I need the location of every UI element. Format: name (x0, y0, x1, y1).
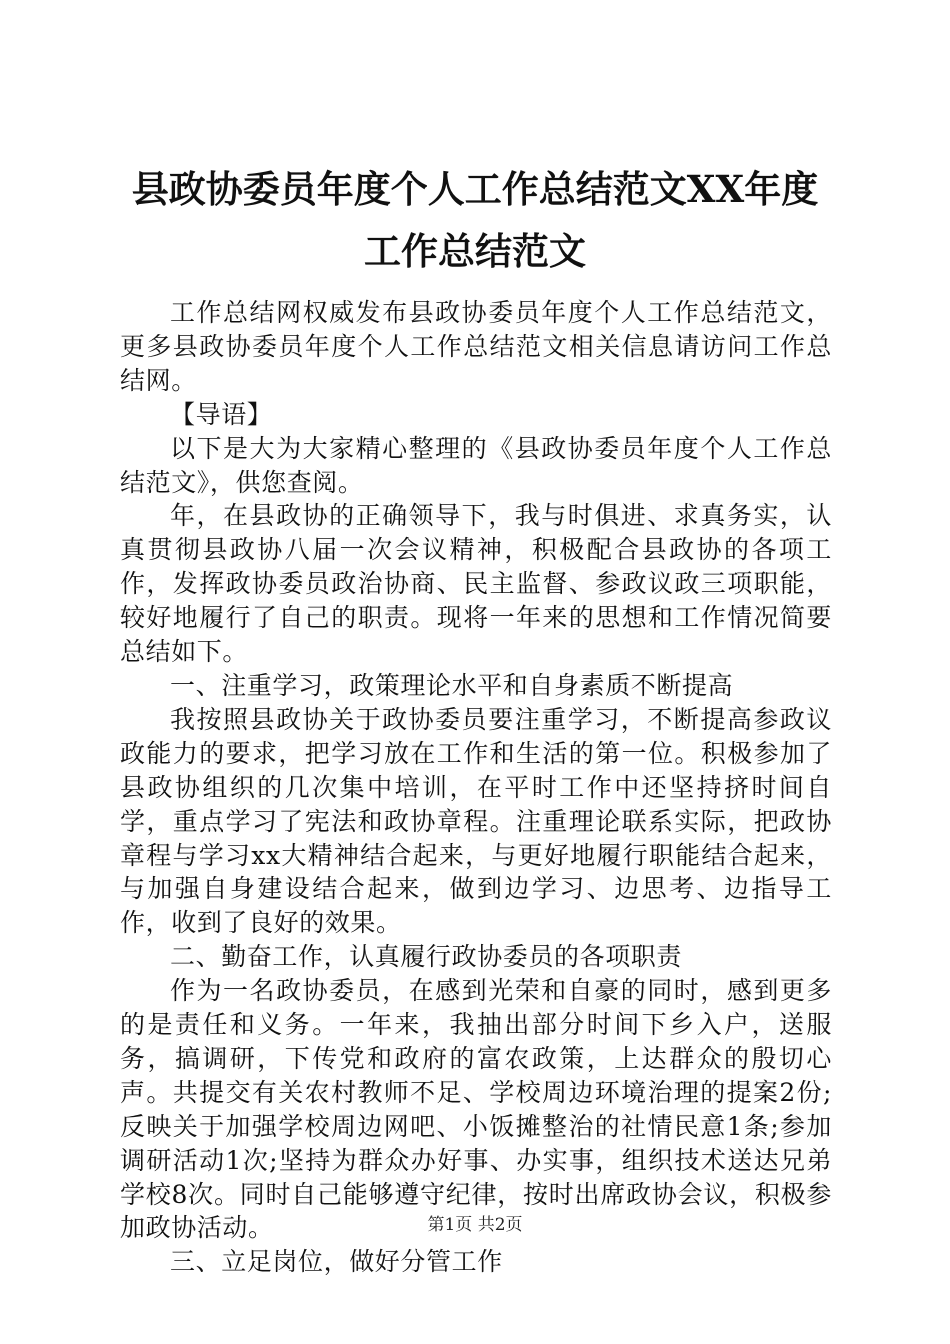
guide-paragraph: 以下是大为大家精心整理的《县政协委员年度个人工作总结范文》，供您查阅。 (120, 433, 832, 497)
section-paragraph-1: 我按照县政协关于政协委员要注重学习，不断提高参政议政能力的要求，把学习放在工作和生活的第一位。积极参加了县政协组织的几次集中培训，在平时工作中还坚持挤时间自学，重点学习了宪法和政协章程。注重理论联系实际，把政协章程与学习xx大精神结合起来，与更好地履行职能结合起来，与加强自身建设结合起来，做到边学习、边思考、边指导工作，收到了良好的效果。 (120, 704, 832, 938)
section-heading-3: 三、立足岗位，做好分管工作 (170, 1247, 503, 1277)
section-heading-2: 二、勤奋工作，认真履行政协委员的各项职责 (170, 942, 683, 972)
summary-paragraph: 年，在县政协的正确领导下，我与时俱进、求真务实，认真贯彻县政协八届一次会议精神，积极配合县政协的各项工作，发挥政协委员政治协商、民主监督、参政议政三项职能，较好地履行了自己的职责。现将一年来的思想和工作情况简要总结如下。 (120, 501, 832, 667)
document-title: 县政协委员年度个人工作总结范文XX年度工作总结范文 (131, 167, 819, 273)
section-paragraph-2: 作为一名政协委员，在感到光荣和自豪的同时，感到更多的是责任和义务。一年来，我抽出部分时间下乡入户，送服务，搞调研，下传党和政府的富农政策，上达群众的殷切心声。共提交有关农村教师不足、学校周边环境治理的提案2份;反映关于加强学校周边网吧、小饭摊整治的社情民意1条;参加调研活动1次;坚持为群众办好事、办实事，组织技术送达兄弟学校8次。同时自己能够遵守纪律，按时出席政协会议，积极参加政协活动。 (120, 976, 832, 1243)
intro-paragraph: 工作总结网权威发布县政协委员年度个人工作总结范文，更多县政协委员年度个人工作总结范文相关信息请访问工作总结网。 (120, 298, 832, 395)
section-heading-1: 一、注重学习，政策理论水平和自身素质不断提高 (170, 670, 734, 700)
guide-heading: 【导语】 (170, 399, 273, 429)
document-body (120, 296, 832, 1279)
page-number-footer: 第1页 共2页 (427, 1215, 523, 1235)
